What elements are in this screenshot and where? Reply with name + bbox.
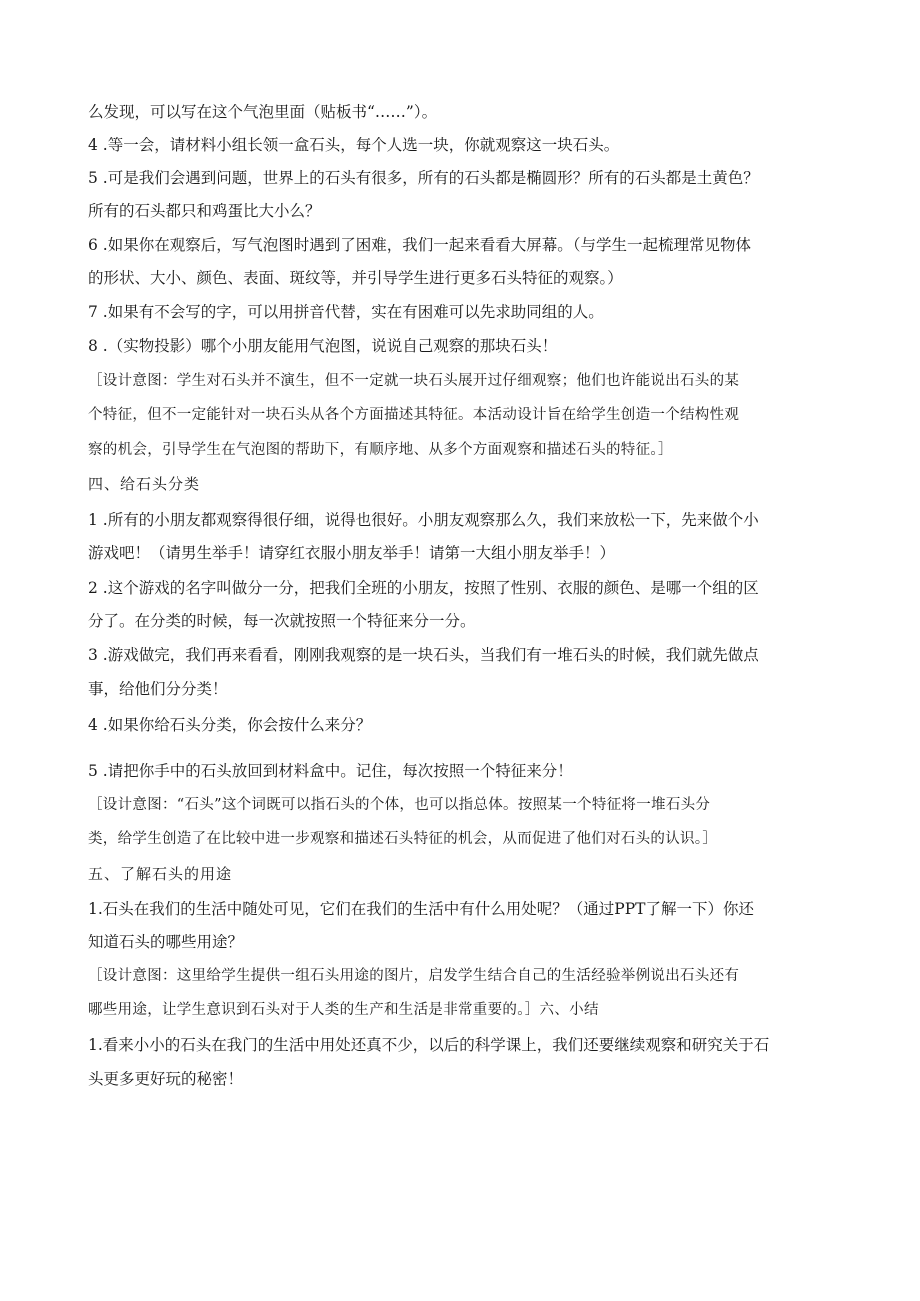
text-line: 事，给他们分分类！ [88,680,228,698]
text-line: 知道石头的哪些用途？ [88,933,244,951]
text-line: 分了。在分类的时候，每一次就按照一个特征来分一分。 [88,612,476,630]
design-intent-line: ［设计意图：这里给学生提供一组石头用途的图片，启发学生结合自己的生活经验举例说出石头还有 [88,968,740,984]
text-line: 头更多更好玩的秘密！ [88,1070,244,1088]
step-4: 4 .如果你给石头分类，你会按什么来分？ [88,716,372,734]
step-5: 5 .可是我们会遇到问题，世界上的石头有很多，所有的石头都是椭圆形？所有的石头都是土黄色？ [88,169,759,187]
design-intent-line: 哪些用途，让学生意识到石头对于人类的生产和生活是非常重要的。］六、小结 [88,1002,599,1018]
text-line: 所有的石头都只和鸡蛋比大小么？ [88,202,321,220]
section-heading-5: 五、了解石头的用途 [88,865,233,883]
step-7: 7 .如果有不会写的字，可以用拼音代替，实在有困难可以先求助同组的人。 [88,303,604,321]
text-line: 游戏吧！（请男生举手！请穿红衣服小朋友举手！请第一大组小朋友举手！） [88,544,616,562]
design-intent-line: 察的机会，引导学生在气泡图的帮助下，有顺序地、从多个方面观察和描述石头的特征。］ [88,442,673,458]
step-8: 8 .（实物投影）哪个小朋友能用气泡图，说说自己观察的那块石头！ [88,337,558,355]
design-intent-line: ［设计意图：学生对石头并不演生，但不一定就一块石头展开过仔细观察；他们也许能说出石头的某 [88,373,740,389]
design-intent-line: 类，给学生创造了在比较中进一步观察和描述石头特征的机会，从而促进了他们对石头的认识。］ [88,831,718,847]
step-2: 2 .这个游戏的名字叫做分一分，把我们全班的小朋友，按照了性别、衣服的颜色、是哪一个组的区 [88,579,759,597]
step-1: 1 .所有的小朋友都观察得很仔细，说得也很好。小朋友观察那么久，我们来放松一下，先来做个小 [88,511,759,529]
text-line: 的形状、大小、颜色、表面、斑纹等，并引导学生进行更多石头特征的观察。） [88,269,623,287]
design-intent-line: 个特征，但不一定能针对一块石头从各个方面描述其特征。本活动设计旨在给学生创造一个结构性观 [88,407,740,423]
step-5: 5 .请把你手中的石头放回到材料盒中。记住，每次按照一个特征来分！ [88,762,573,780]
step-3: 3 .游戏做完，我们再来看看，刚刚我观察的是一块石头，当我们有一堆石头的时候，我们就先做点 [88,646,759,664]
design-intent-line: ［设计意图：“石头”这个词既可以指石头的个体，也可以指总体。按照某一个特征将一堆石头分 [88,797,711,813]
section-heading-4: 四、给石头分类 [88,475,201,493]
step-4: 4 .等一会，请材料小组长领一盒石头，每个人选一块，你就观察这一块石头。 [88,136,620,154]
text-line: 么发现，可以写在这个气泡里面（贴板书“……”）。 [88,103,438,121]
step-1: 1.石头在我们的生活中随处可见，它们在我们的生活中有什么用处呢？（通过PPT了解一下）你还 [88,900,754,918]
step-1: 1.看来小小的石头在我门的生活中用处还真不少，以后的科学课上，我们还要继续观察和研究关于石 [88,1036,770,1054]
step-6: 6 .如果你在观察后，写气泡图时遇到了困难，我们一起来看看大屏幕。（与学生一起梳理常见物体 [88,236,751,254]
